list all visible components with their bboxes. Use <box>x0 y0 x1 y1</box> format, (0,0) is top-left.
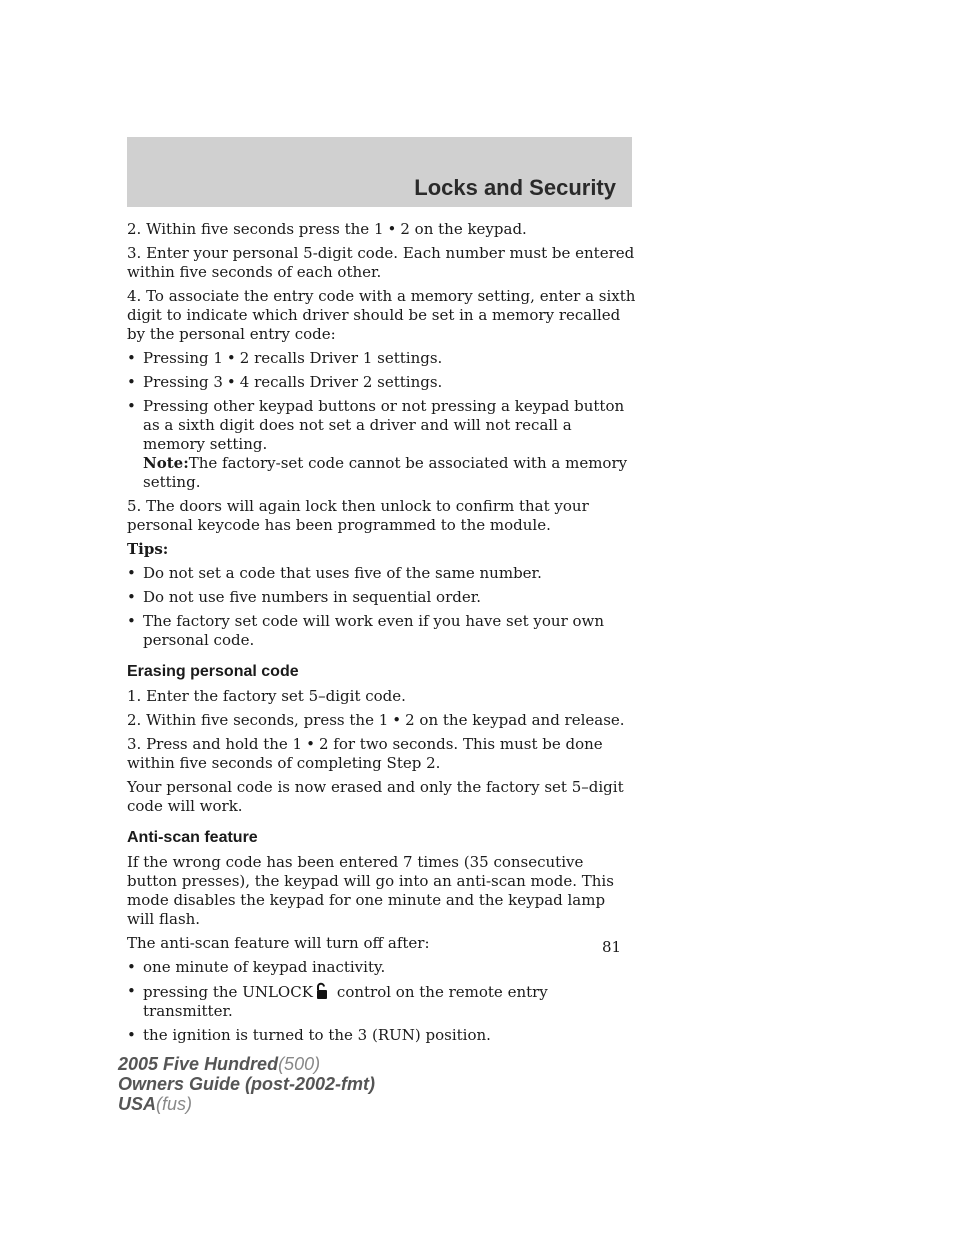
bullet-dot: • <box>127 349 136 367</box>
bullet-separator: • <box>392 711 402 729</box>
bullet-dot: • <box>127 958 136 976</box>
erase-step-2 <box>127 711 637 730</box>
tip-text: The factory set code will work even if you have set your own personal code. <box>143 612 605 649</box>
erasing-heading: Erasing personal code <box>127 663 299 680</box>
note-text: The factory-set code cannot be associated with a memory setting. <box>143 454 628 491</box>
step-text: 2 on the keypad and release. <box>405 711 625 729</box>
bullet-text: one minute of keypad inactivity. <box>143 958 386 976</box>
step-4-program: 4. To associate the entry code with a memory setting, enter a sixth digit to indicate which driver should be set in a memory recalled by the personal entry code: <box>127 287 636 343</box>
footer-market: USA <box>118 1094 157 1114</box>
bullet-text: control on the remote entry transmitter. <box>143 983 548 1020</box>
antiscan-para-1: If the wrong code has been entered 7 times (35 consecutive button presses), the keypad will go into an anti-scan mode. This mode disables the keypad for one minute and the keypad lamp will flash. <box>127 853 614 928</box>
step-2-program <box>127 220 637 239</box>
memory-bullet-1 <box>127 349 637 368</box>
bullet-text: the ignition is turned to the 3 (RUN) position. <box>143 1026 491 1044</box>
bullet-separator: • <box>387 220 397 238</box>
bullet-separator: • <box>226 349 236 367</box>
tip-item <box>127 588 637 607</box>
antiscan-para-2: The anti-scan feature will turn off after: <box>127 934 430 952</box>
page-number: 81 <box>602 938 622 956</box>
footer-model-code: (500) <box>278 1054 321 1074</box>
bullet-dot: • <box>127 373 136 391</box>
tips-label: Tips: <box>127 540 169 558</box>
memory-bullet-2 <box>127 373 637 392</box>
bullet-text: 4 recalls Driver 2 settings. <box>239 373 443 391</box>
antiscan-bullet <box>127 1026 637 1045</box>
bullet-text: Pressing 3 <box>143 373 223 391</box>
tip-item <box>127 612 637 650</box>
footer-market-code: (fus) <box>156 1094 193 1114</box>
tip-text: Do not use five numbers in sequential order. <box>143 588 482 606</box>
section-header-band <box>127 137 632 207</box>
bullet-dot: • <box>127 564 136 582</box>
bullet-text: Pressing 1 <box>143 349 223 367</box>
erase-step-3 <box>127 735 637 773</box>
note-label: Note: <box>143 454 189 472</box>
bullet-dot: • <box>127 588 136 606</box>
bullet-text: Pressing other keypad buttons or not pressing a keypad button as a sixth digit does not set a driver and will not recall a memory setting. <box>143 397 625 453</box>
footer-line-2: Owners Guide (post-2002-fmt) <box>118 1074 376 1094</box>
step-text: 2. Within five seconds, press the 1 <box>127 711 389 729</box>
bullet-dot: • <box>127 397 136 415</box>
footer-line-1 <box>118 1054 375 1074</box>
section-title: Locks and Security <box>414 175 616 200</box>
step-text: 2. Within five seconds press the 1 <box>127 220 384 238</box>
tip-item <box>127 564 637 583</box>
page-content <box>127 220 637 1050</box>
document-footer <box>118 1054 375 1114</box>
step-3-program: 3. Enter your personal 5-digit code. Each number must be entered within five seconds of each other. <box>127 244 635 281</box>
bullet-separator: • <box>226 373 236 391</box>
unlock-icon <box>315 982 329 1000</box>
bullet-separator: • <box>306 735 315 753</box>
step-text: 2 for two seconds. This must be done within five seconds of completing Step 2. <box>127 735 603 772</box>
memory-bullet-3 <box>127 397 637 492</box>
footer-line-3 <box>118 1094 375 1114</box>
bullet-dot: • <box>127 1026 136 1044</box>
tip-text: Do not set a code that uses five of the same number. <box>143 564 542 582</box>
antiscan-bullet <box>127 958 637 977</box>
bullet-text: pressing the UNLOCK <box>143 983 313 1001</box>
bullet-dot: • <box>127 982 136 1000</box>
bullet-text: 2 recalls Driver 1 settings. <box>239 349 443 367</box>
footer-model: 2005 Five Hundred <box>118 1054 279 1074</box>
bullet-dot: • <box>127 612 136 630</box>
step-text: 2 on the keypad. <box>400 220 527 238</box>
erase-result: Your personal code is now erased and only the factory set 5–digit code will work. <box>127 778 624 815</box>
step-5-program: 5. The doors will again lock then unlock to confirm that your personal keycode has been programmed to the module. <box>127 497 589 534</box>
antiscan-bullet <box>127 982 637 1021</box>
erase-step-1: 1. Enter the factory set 5–digit code. <box>127 687 406 705</box>
step-text: 3. Press and hold the 1 <box>127 735 303 753</box>
antiscan-heading: Anti-scan feature <box>127 829 258 846</box>
